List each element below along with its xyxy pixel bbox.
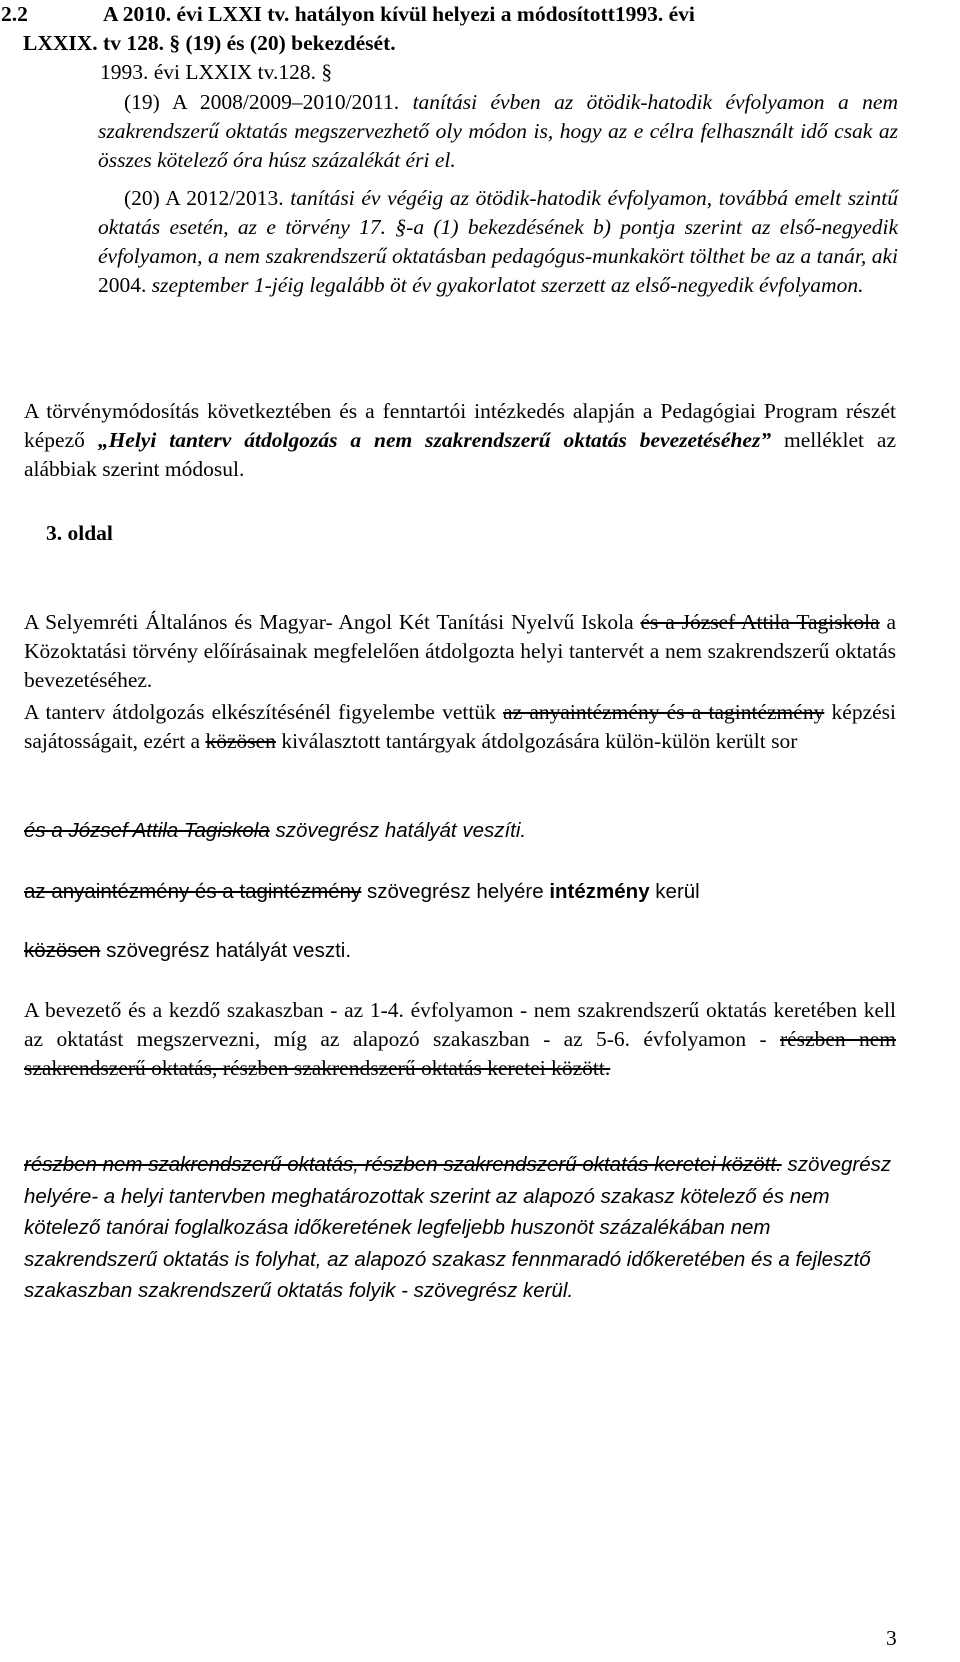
amendment-2 <box>24 877 700 906</box>
school-paragraph-text: A Selyemréti Általános és Magyar- Angol Két Tanítási Nyelvű Iskola <box>24 610 634 634</box>
paragraph-20-text: tanítási év végéig az ötödik-hatodik évfolyamon, továbbá emelt szintű oktatás esetén, az e törvény 17. §-a (1) bekezdésének b) pontja szerint az első-negyedik évfolyamon, a nem szakrendszerű oktatásban pedagógus-munkakört tölthet be az a tanár, aki <box>98 186 898 268</box>
paragraph-19-lead: (19) A 2008/2009–2010/2011. <box>124 90 400 114</box>
paragraph-20-end: szeptember 1-jéig legalább öt év gyakorlatot szerzett az első-negyedik évfolyamon. <box>151 273 864 297</box>
stages-paragraph-struck: részben nem szakrendszerű oktatás, részben szakrendszerű oktatás keretei között. <box>24 1027 897 1080</box>
amendment-4-struck: részben nem szakrendszerű oktatás, részben szakrendszerű oktatás keretei között. <box>24 1153 782 1176</box>
school-paragraph-text-end: a Közoktatási törvény előírásainak megfelelően átdolgozta helyi tantervét a nem szakrendszerű oktatás bevezetéséhez. <box>24 610 897 692</box>
paragraph-20 <box>98 184 898 300</box>
amendment-3-text: szövegrész hatályát veszti. <box>106 939 352 962</box>
amendment-3-struck: közösen <box>24 939 101 962</box>
law-reference: 1993. évi LXXIX tv.128. § <box>100 60 333 84</box>
paragraph-19 <box>98 88 898 175</box>
section-heading-line1: A 2010. évi LXXI tv. hatályon kívül helyezi a módosított1993. évi <box>103 2 695 26</box>
curriculum-paragraph-struck-2: közösen <box>205 729 276 753</box>
amendment-2-struck: az anyaintézmény és a tagintézmény <box>24 880 362 903</box>
amendment-1 <box>24 816 526 845</box>
stages-paragraph-text: A bevezető és a kezdő szakaszban - az 1-4. évfolyamon - nem szakrendszerű oktatás keretében kell az oktatást megszervezni, míg az alapozó szakaszban - az 5-6. évfolyamon - <box>24 998 896 1051</box>
amendment-2-text: szövegrész helyére <box>367 880 544 903</box>
paragraph-20-year: 2004. <box>98 273 147 297</box>
school-paragraph-struck: és a József Attila Tagiskola <box>640 610 880 634</box>
intro-paragraph <box>24 397 896 484</box>
amendment-4 <box>24 1149 902 1307</box>
curriculum-paragraph-text-mid: képzési sajátosságait, ezért a <box>24 700 896 753</box>
stages-paragraph <box>24 996 896 1083</box>
curriculum-paragraph-struck: az anyaintézmény és a tagintézmény <box>503 700 825 724</box>
curriculum-paragraph-text: A tanterv átdolgozás elkészítésénél figyelembe vettük <box>24 700 496 724</box>
page-heading: 3. oldal <box>46 521 113 545</box>
intro-text-end: melléklet az alábbiak szerint módosul. <box>24 428 896 481</box>
school-paragraph <box>24 608 896 695</box>
paragraph-20-lead: (20) A 2012/2013. <box>124 186 284 210</box>
intro-text: A törvénymódosítás következtében és a fenntartói intézkedés alapján a Pedagógiai Program részét képező <box>24 399 896 452</box>
amendment-1-struck: és a József Attila Tagiskola <box>24 819 270 842</box>
paragraph-19-text: tanítási évben az ötödik-hatodik évfolyamon a nem szakrendszerű oktatás megszervezhető oly módon is, hogy az e célra felhasznált idő csak az összes kötelező óra húsz százalékát éri el. <box>98 90 898 172</box>
amendment-3 <box>24 936 351 965</box>
section-heading <box>103 0 898 29</box>
amendment-4-text: szövegrész helyére- a helyi tantervben meghatározottak szerint az alapozó szakasz kötelező és nem kötelező tanórai foglalkozása időkeretének legfeljebb huszonöt százalékában nem szakrendszerű oktatás is folyhat, az alapozó szakasz fennmaradó időkeretében és a fejlesztő szakaszban szakrendszerű oktatás folyik - szövegrész kerül. <box>24 1153 892 1302</box>
curriculum-paragraph-text-end: kiválasztott tantárgyak átdolgozására külön-külön került sor <box>281 729 798 753</box>
amendment-1-text: szövegrész hatályát veszíti. <box>275 819 527 842</box>
intro-document-title: „Helyi tanterv átdolgozás a nem szakrendszerű oktatás bevezetéséhez” <box>97 428 772 452</box>
amendment-2-bold: intézmény <box>549 880 650 903</box>
curriculum-paragraph <box>24 698 896 756</box>
section-number: 2.2 <box>1 2 28 26</box>
page-number: 3 <box>886 1626 897 1650</box>
amendment-2-end: kerül <box>655 880 700 903</box>
section-heading-line2: LXXIX. tv 128. § (19) és (20) bekezdését. <box>23 31 396 55</box>
